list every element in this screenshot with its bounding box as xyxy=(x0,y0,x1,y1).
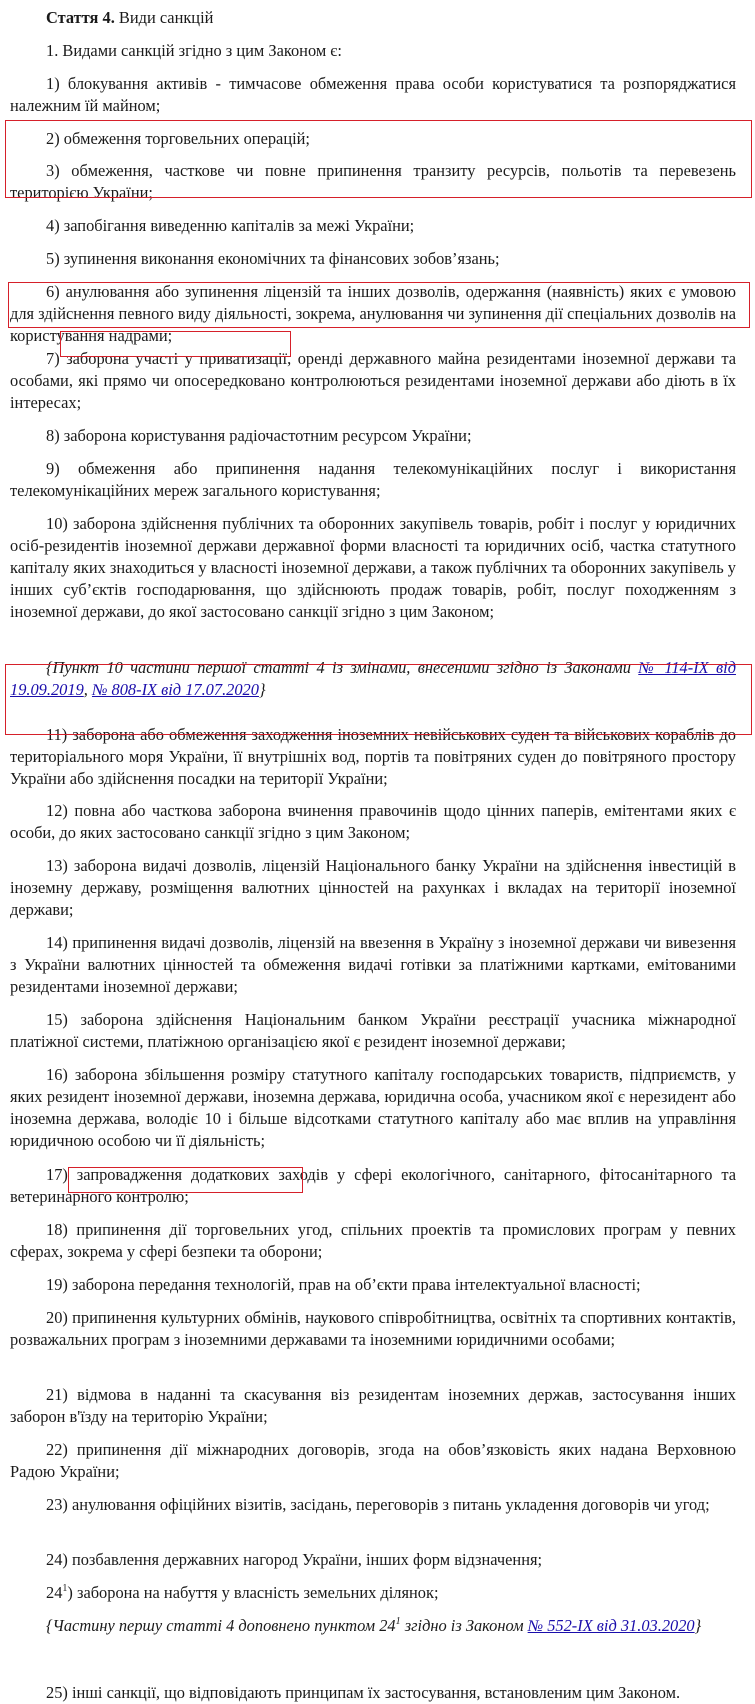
list-item-7: 7) заборона участі у приватизації, оренді державного майна резидентами іноземної держави та особами, які прямо чи опосередковано контролюються резидентами іноземної держави або діють в їх інтересах; xyxy=(10,349,736,412)
list-item-3: 3) обмеження, часткове чи повне припинення транзиту ресурсів, польотів та перевезень територією України; xyxy=(10,161,737,202)
amendment-note-24-1: {Частину першу статті 4 доповнено пунктом $24^1$ згідно із Законом № 552-IX від 31.03.2020} xyxy=(46,1615,702,1635)
list-item-14: 14) припинення видачі дозволів, ліцензій на ввезення в Україну з іноземної держави чи вивезення з України валютних цінностей та обмеження видачі готівки за платіжними картками, емітованими резидентами іноземної держави; xyxy=(10,933,736,996)
list-item-25: 25) інші санкції, що відповідають принципам їх застосування, встановленим цим Законом. xyxy=(46,1683,681,1702)
law-link-552-ix[interactable]: № 552-IX від 31.03.2020 xyxy=(527,1616,695,1635)
list-item-13: 13) заборона видачі дозволів, ліцензій Національного банку України на здійснення інвестицій в іноземну державу, розміщення валютних цінностей на рахунках і вкладах на території іноземної держави; xyxy=(10,856,736,919)
list-item-9: 9) обмеження або припинення надання телекомунікаційних послуг і використання телекомунікаційних мереж загального користування; xyxy=(10,459,736,500)
list-item-24-1: $24^1$) заборона на набуття у власність земельних ділянок; xyxy=(46,1582,439,1602)
highlighted-phrase: заборона передання технологій, xyxy=(71,1275,295,1294)
highlighted-phrase: заборона участі у приватизації, xyxy=(66,349,292,368)
list-item-5: 5) зупинення виконання економічних та фінансових зобов’язань; xyxy=(46,249,500,268)
list-item-20: 20) припинення культурних обмінів, наукового співробітництва, освітніх та спортивних контактів, розважальних програм з іноземними державами та іноземними юридичними особами; xyxy=(10,1308,736,1349)
law-link-808-ix[interactable]: № 808-IX від 17.07.2020 xyxy=(91,680,259,699)
list-item-18: 18) припинення дії торговельних угод, спільних проектів та промислових програм у певних сферах, зокрема у сфері безпеки та оборони; xyxy=(10,1220,736,1261)
list-item-23: 23) анулювання офіційних візитів, засідань, переговорів з питань укладення договорів чи угод; xyxy=(46,1495,710,1514)
list-item-19: 19) заборона передання технологій, прав на об’єкти права інтелектуальної власності; xyxy=(46,1275,641,1294)
list-item-24: 24) позбавлення державних нагород України, інших форм відзначення; xyxy=(46,1550,543,1569)
article-label: Стаття 4. xyxy=(46,8,115,27)
list-item-10: 10) заборона здійснення публічних та оборонних закупівель товарів, робіт і послуг у юридичних осіб-резидентів іноземної держави державної форми власності та юридичних осіб, частка статутного капіталу яких знаходиться у власності іноземної держави, а також публічних та оборонних закупівель у інших суб’єктів господарювання, що здійснюють продаж товарів, робіт, послуг походженням з іноземної держави, до якої застосовано санкції згідно з цим Законом; xyxy=(10,514,736,621)
list-item-2: 2) обмеження торговельних операцій; xyxy=(46,129,310,148)
amendment-note-10: {Пункт 10 частини першої статті 4 із змінами, внесеними згідно із Законами № 114-IX від 19.09.2019, № 808-IX від 17.07.2020} xyxy=(10,658,736,699)
list-item-21: 21) відмова в наданні та скасування віз резидентам іноземних держав, застосування інших заборон в'їзду на територію України; xyxy=(10,1385,736,1426)
article-intro: 1. Видами санкцій згідно з цим Законом є: xyxy=(46,41,342,60)
list-item-16: 16) заборона збільшення розміру статутного капіталу господарських товариств, підприємств, у яких резидент іноземної держави, іноземна держава, юридична особа, учасником якої є нерезидент або іноземна держава, володіє 10 і більше відсотками статутного капіталу або має вплив на управління юридичною особою чи її діяльність; xyxy=(10,1065,736,1150)
list-item-1: 1) блокування активів - тимчасове обмеження права особи користуватися та розпоряджатися належним їй майном; xyxy=(10,74,736,115)
list-item-17: 17) запровадження додаткових заходів у сфері екологічного, санітарного, фітосанітарного та ветеринарного контролю; xyxy=(10,1165,736,1206)
list-item-8: 8) заборона користування радіочастотним ресурсом України; xyxy=(46,426,472,445)
list-item-22: 22) припинення дії міжнародних договорів, згода на обов’язковість яких надана Верховною Радою України; xyxy=(10,1440,736,1481)
article-title: Види санкцій xyxy=(118,8,214,27)
list-item-4: 4) запобігання виведенню капіталів за межі України; xyxy=(46,216,415,235)
list-item-15: 15) заборона здійснення Національним банком України реєстрації учасника міжнародної платіжної системи, платіжною організацією якої є резидент іноземної держави; xyxy=(10,1010,736,1051)
article-heading xyxy=(10,7,736,29)
list-item-6: 6) анулювання або зупинення ліцензій та інших дозволів, одержання (наявність) яких є умовою для здійснення певного виду діяльності, зокрема, анулювання чи зупинення дії спеціальних дозволів на користування надрами; xyxy=(10,282,736,345)
list-item-11: 11) заборона або обмеження заходження іноземних невійськових суден та військових кораблів до територіального моря України, її внутрішніх вод, портів та повітряних суден до повітряного простору України або здійснення посадки на території України; xyxy=(10,725,736,788)
law-link-114-ix[interactable]: № 114-IX від 19.09.2019 xyxy=(10,658,736,699)
list-item-12: 12) повна або часткова заборона вчинення правочинів щодо цінних паперів, емітентами яких є особи, до яких застосовано санкції згідно з цим Законом; xyxy=(10,801,736,842)
